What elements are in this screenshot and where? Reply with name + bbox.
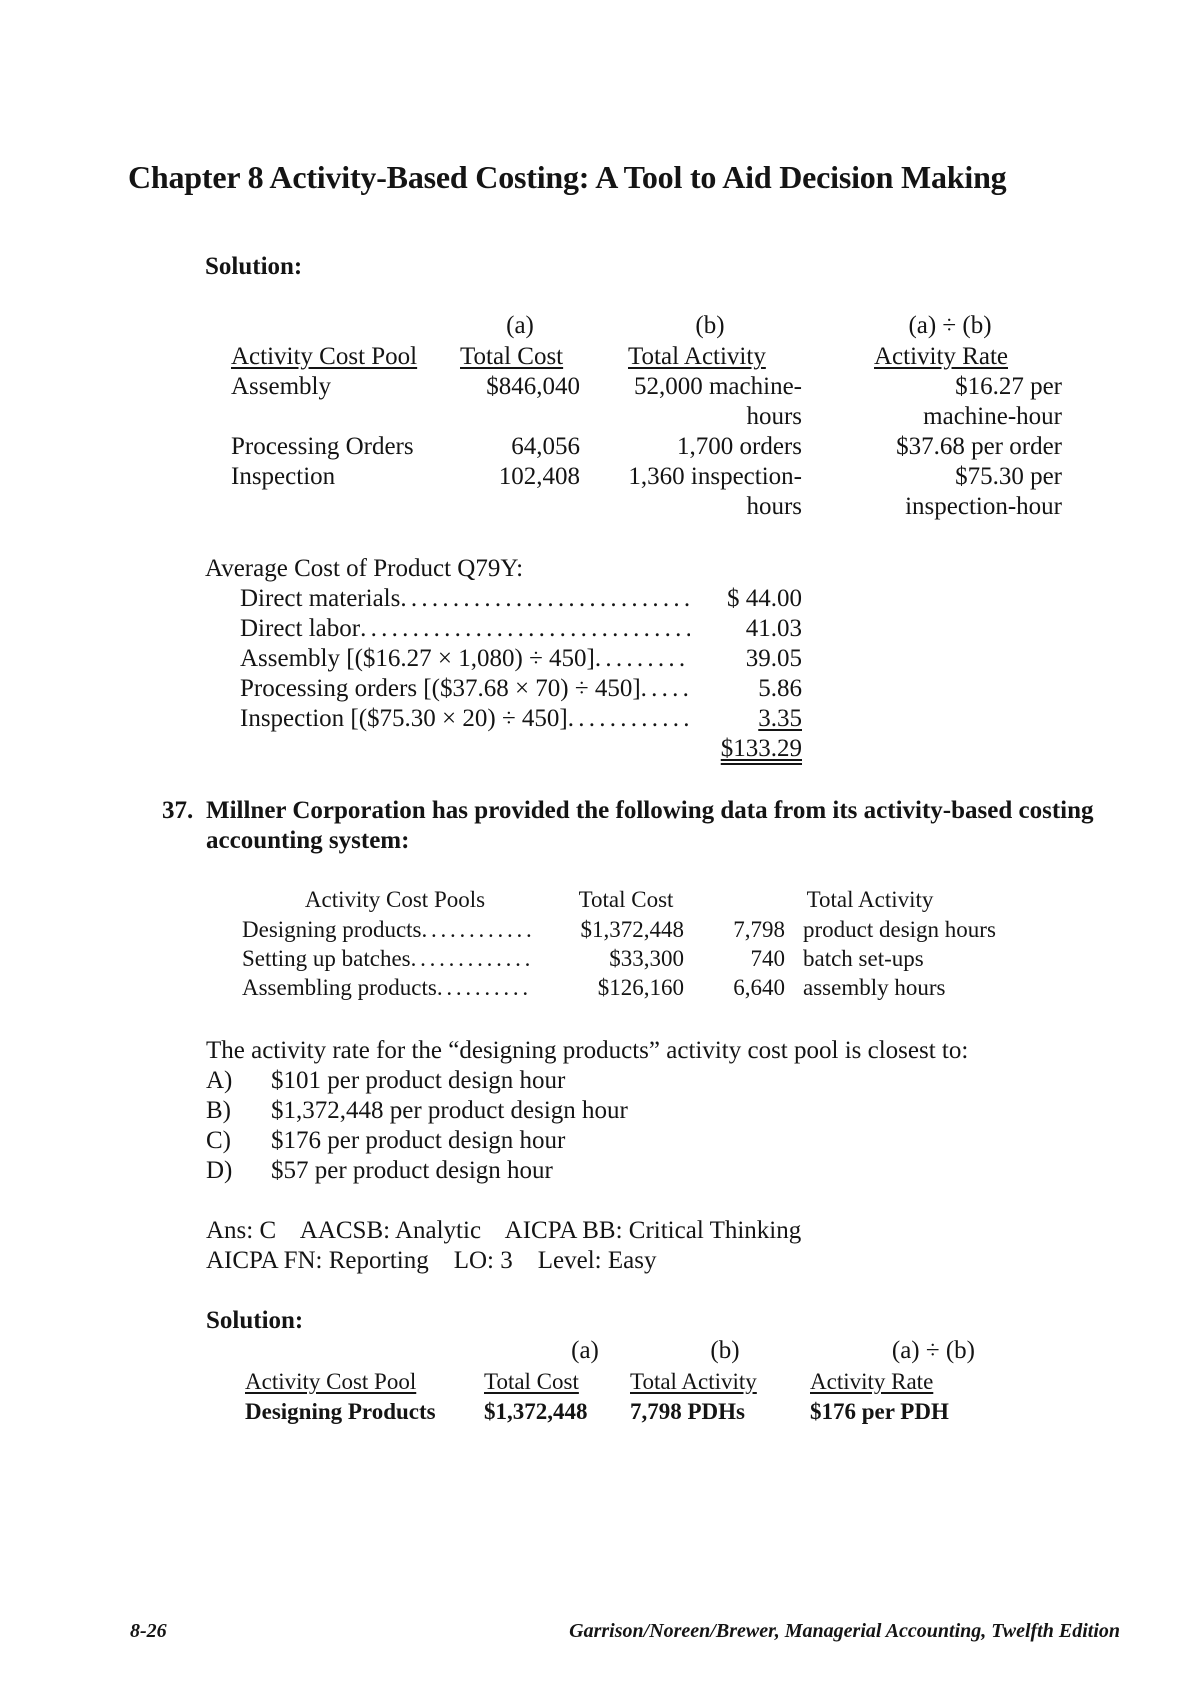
q-row-qty: 7,798: [733, 917, 785, 942]
q-row-cost: $1,372,448: [580, 917, 684, 942]
row-cost: $846,040: [486, 373, 580, 400]
cost-line-value: 39.05: [745, 645, 802, 672]
book-reference: Garrison/Noreen/Brewer, Managerial Accounting, Twelfth Edition: [569, 1620, 1120, 1642]
average-cost-title: Average Cost of Product Q79Y:: [205, 555, 524, 582]
header-activity-cost-pool: Activity Cost Pool: [245, 1369, 417, 1394]
cost-line-value: 5.86: [758, 675, 802, 702]
header-activity-rate: Activity Rate: [874, 343, 1008, 370]
q-table-row: [242, 946, 532, 972]
q-row-cost: $126,160: [597, 975, 684, 1000]
option-text: $101 per product design hour: [271, 1067, 566, 1094]
col-ab-label: (a) ÷ (b): [891, 1337, 975, 1364]
row-activity-cont: hours: [746, 403, 802, 430]
option-text: $57 per product design hour: [271, 1157, 553, 1184]
q-row-unit: assembly hours: [803, 975, 946, 1000]
q-table-row: [242, 917, 532, 943]
cost-line-label: Processing orders [($37.68 × 70) ÷ 450]: [240, 675, 641, 702]
col-b-label: (b): [695, 312, 725, 339]
option-letter: B): [206, 1097, 231, 1124]
header-total-cost: Total Cost: [460, 343, 564, 370]
row-cost: $1,372,448: [484, 1399, 588, 1424]
cost-line-label: Direct materials: [240, 585, 401, 612]
option-letter: A): [206, 1067, 233, 1094]
row-rate-cont: machine-hour: [923, 403, 1062, 430]
header-total-cost: Total Cost: [484, 1369, 579, 1394]
row-cost: 64,056: [511, 433, 580, 460]
q-row-pool: Assembling products: [242, 975, 437, 1000]
cost-line: [240, 585, 690, 613]
q-row-unit: batch set-ups: [803, 946, 924, 971]
solution-label: Solution:: [205, 253, 303, 280]
header-activity-cost-pool: Activity Cost Pool: [231, 343, 418, 370]
option-letter: D): [206, 1157, 233, 1184]
cost-line-value: 3.35: [758, 705, 802, 732]
q-row-pool: Designing products: [242, 917, 422, 942]
cost-line: [240, 615, 690, 643]
q-row-qty: 6,640: [733, 975, 785, 1000]
answer-meta: Ans: C AACSB: Analytic AICPA BB: Critical Thinking: [206, 1217, 802, 1244]
cost-line-value: $ 44.00: [727, 585, 802, 612]
header-total-activity: Total Activity: [628, 343, 766, 370]
row-activity-cont: hours: [746, 493, 802, 520]
q-header-cost: Total Cost: [578, 887, 674, 912]
question-number: 37.: [162, 797, 194, 824]
col-a-label: (a): [571, 1337, 599, 1364]
q-row-unit: product design hours: [803, 917, 996, 942]
answer-meta-cont: AICPA FN: Reporting LO: 3 Level: Easy: [206, 1247, 657, 1274]
option-text: $1,372,448 per product design hour: [271, 1097, 628, 1124]
cost-line: [240, 705, 690, 733]
question-text: Millner Corporation has provided the following data from its activity-based costing: [206, 797, 1094, 824]
q-row-pool: Setting up batches: [242, 946, 411, 971]
q-header-pools: Activity Cost Pools: [304, 887, 486, 912]
col-b-label: (b): [710, 1337, 740, 1364]
row-pool: Assembly: [231, 373, 331, 400]
col-a-label: (a): [506, 312, 534, 339]
row-activity: 1,360 inspection-: [628, 463, 802, 490]
chapter-title: Chapter 8 Activity-Based Costing: A Tool to Aid Decision Making: [128, 159, 1007, 195]
row-pool: Designing Products: [245, 1399, 436, 1424]
row-rate: $176 per PDH: [810, 1399, 949, 1424]
cost-line-label: Assembly [($16.27 × 1,080) ÷ 450]: [240, 645, 595, 672]
row-rate: $16.27 per: [955, 373, 1062, 400]
cost-line-label: Direct labor: [240, 615, 361, 642]
row-activity: 7,798 PDHs: [630, 1399, 745, 1424]
question-text-cont: accounting system:: [206, 827, 410, 854]
header-activity-rate: Activity Rate: [810, 1369, 934, 1394]
col-ab-label: (a) ÷ (b): [908, 312, 992, 339]
q-row-qty: 740: [750, 946, 785, 971]
row-cost: 102,408: [498, 463, 580, 490]
row-activity: 52,000 machine-: [633, 373, 802, 400]
row-pool: Processing Orders: [231, 433, 414, 460]
option-letter: C): [206, 1127, 231, 1154]
cost-line: [240, 675, 690, 703]
solution-label: Solution:: [206, 1307, 304, 1334]
header-total-activity: Total Activity: [630, 1369, 757, 1394]
average-cost-total: $133.29: [720, 735, 802, 762]
row-pool: Inspection: [231, 463, 336, 490]
q-row-cost: $33,300: [609, 946, 684, 971]
cost-line: [240, 645, 690, 673]
page-number: 8-26: [130, 1620, 167, 1642]
question-prompt: The activity rate for the “designing products” activity cost pool is closest to:: [206, 1037, 969, 1064]
row-rate: $75.30 per: [955, 463, 1062, 490]
q-header-activity: Total Activity: [806, 887, 934, 912]
cost-line-value: 41.03: [745, 615, 802, 642]
row-rate-cont: inspection-hour: [905, 493, 1062, 520]
row-rate: $37.68 per order: [896, 433, 1062, 460]
row-activity: 1,700 orders: [677, 433, 802, 460]
q-table-row: [242, 975, 532, 1001]
cost-line-label: Inspection [($75.30 × 20) ÷ 450]: [240, 705, 568, 732]
option-text: $176 per product design hour: [271, 1127, 566, 1154]
